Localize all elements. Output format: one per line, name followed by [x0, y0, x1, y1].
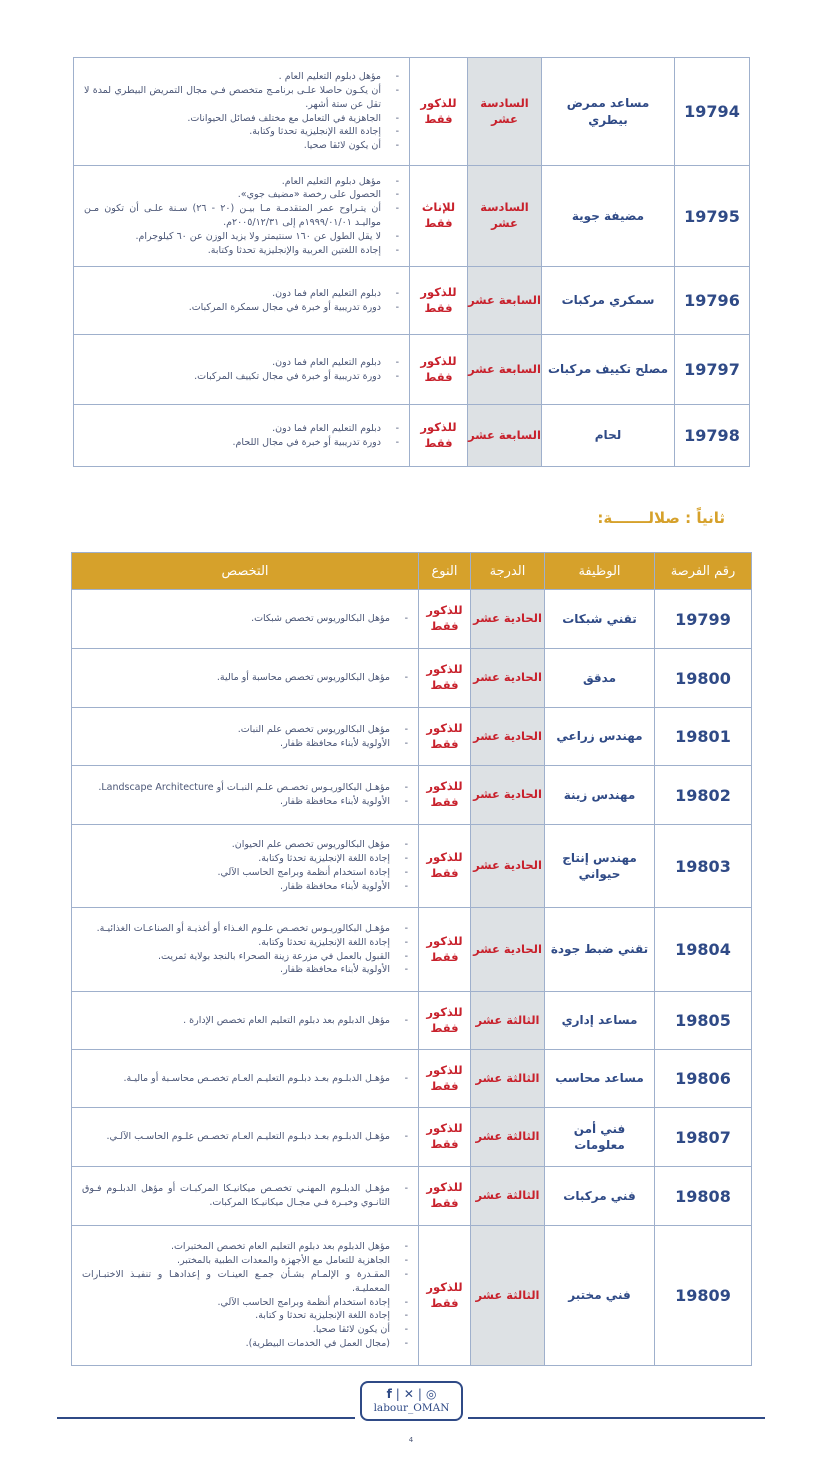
header-gender: النوع: [419, 553, 471, 590]
grade: السادسة عشر: [468, 166, 542, 267]
gender: للذكور فقط: [419, 825, 471, 908]
job-title: مهندس زينة: [545, 766, 655, 825]
requirement-item: - أن يتـراوح عمر المتقدمـة مـا بيـن (٢٠ - ٢٦) سـنة علـى أن تكون مـن مواليـد ١٩٩٩/٠١/٠١م إلى ٢٠٠٥/١٢/٣١م.: [84, 202, 401, 230]
job-title: لحام: [542, 405, 675, 467]
opportunity-number: 19805: [655, 992, 752, 1050]
table-row: [72, 825, 752, 908]
table-row: [72, 1167, 752, 1226]
specialization: [74, 267, 410, 335]
jobs-table-continued: [73, 57, 750, 467]
grade: الثالثة عشر: [471, 1167, 545, 1226]
table-row: [72, 908, 752, 992]
table-row: [72, 766, 752, 825]
header-grade: الدرجة: [471, 553, 545, 590]
salalah-jobs-table: [71, 552, 752, 1366]
requirement-item: - الحصول على رخصة «مضيف جوي».: [84, 188, 401, 202]
table-row: [74, 335, 750, 405]
job-title: مصلح تكييف مركبات: [542, 335, 675, 405]
requirement-item: - مؤهل البكالوريوس تخصص علم الحيوان.: [82, 838, 410, 852]
grade: الثالثة عشر: [471, 1108, 545, 1167]
requirement-item: - أن يكون لائقا صحيا.: [84, 139, 401, 153]
requirement-item: - الأولوية لأبناء محافظة ظفار.: [82, 737, 410, 751]
requirement-item: - الأولوية لأبناء محافظة ظفار.: [82, 795, 410, 809]
requirement-item: - دبلوم التعليم العام فما دون.: [84, 422, 401, 436]
opportunity-number: 19803: [655, 825, 752, 908]
requirement-item: - دبلوم التعليم العام فما دون.: [84, 287, 401, 301]
requirement-item: - مؤهـل الدبلـوم بعـد دبلـوم التعليـم العـام تخصـص محاسـبة أو ماليـة.: [82, 1072, 410, 1086]
grade: الثالثة عشر: [471, 992, 545, 1050]
job-title: تقني ضبط جودة: [545, 908, 655, 992]
gender: للذكور فقط: [410, 58, 468, 166]
gender: للذكور فقط: [410, 267, 468, 335]
gender: للذكور فقط: [419, 590, 471, 649]
opportunity-number: 19807: [655, 1108, 752, 1167]
gender: للذكور فقط: [410, 335, 468, 405]
social-handle[interactable]: labour_OMAN: [373, 1402, 450, 1414]
gender: للذكور فقط: [419, 1167, 471, 1226]
specialization: [74, 58, 410, 166]
requirement-item: - لا يقل الطول عن ١٦٠ سنتيمتر ولا يزيد الوزن عن ٦٠ كيلوجرام.: [84, 230, 401, 244]
requirement-item: - أن يكون لائقا صحيا.: [82, 1323, 410, 1337]
requirement-item: - القبول بالعمل في مزرعة زينة الصحراء بالنجد بولاية ثمريت.: [82, 950, 410, 964]
specialization: [74, 335, 410, 405]
requirement-item: - مؤهل الدبلوم بعد دبلوم التعليم العام تخصص الإدارة .: [82, 1014, 410, 1028]
header-job: الوظيفة: [545, 553, 655, 590]
requirement-item: - الأولوية لأبناء محافظة ظفار.: [82, 880, 410, 894]
gender: للذكور فقط: [419, 1108, 471, 1167]
requirement-item: - مؤهـل البكالوريـوس تخصـص علـوم الغـذاء أو أغذيـة أو الصناعـات الغذائيـة.: [82, 922, 410, 936]
table-row: [74, 58, 750, 166]
job-title: تقني شبكات: [545, 590, 655, 649]
job-title: مهندس إنتاج حيواني: [545, 825, 655, 908]
grade: الحادية عشر: [471, 766, 545, 825]
gender: للإناث فقط: [410, 166, 468, 267]
facebook-icon[interactable]: f: [386, 1387, 392, 1401]
grade: الحادية عشر: [471, 590, 545, 649]
table-row: [72, 649, 752, 708]
requirement-item: - دورة تدريبية أو خبرة في مجال تكييف المركبات.: [84, 370, 401, 384]
footer-line-left: [57, 1417, 355, 1419]
table-row: [72, 992, 752, 1050]
specialization: [74, 405, 410, 467]
job-title: مضيفة جوية: [542, 166, 675, 267]
specialization: [72, 590, 419, 649]
header-opportunity-number: رقم الفرصة: [655, 553, 752, 590]
job-title: مساعد محاسب: [545, 1050, 655, 1108]
gender: للذكور فقط: [419, 649, 471, 708]
opportunity-number: 19806: [655, 1050, 752, 1108]
grade: الحادية عشر: [471, 649, 545, 708]
specialization: [72, 1050, 419, 1108]
requirement-item: - الأولوية لأبناء محافظة ظفار.: [82, 963, 410, 977]
requirement-item: - المقـدرة و الإلمـام بشـأن جمـع العينـات و إعدادهـا و تنفيـذ الاختبـارات المعمليـة.: [82, 1268, 410, 1296]
table-row: [74, 267, 750, 335]
requirement-item: - الجاهزية في التعامل مع مختلف فصائل الحيوانات.: [84, 112, 401, 126]
header-specialization: التخصص: [72, 553, 419, 590]
requirement-item: - إجادة استخدام أنظمة وبرامج الحاسب الآلي.: [82, 1296, 410, 1310]
opportunity-number: 19804: [655, 908, 752, 992]
requirement-item: - مؤهـل الدبلـوم المهنـي تخصـص ميكانيـكا المركبـات أو مؤهل الدبلـوم فـوق الثانـوي وخبـرة فـي مجـال ميكانيـكا المركبات.: [82, 1182, 410, 1210]
gender: للذكور فقط: [419, 708, 471, 766]
specialization: [72, 708, 419, 766]
gender: للذكور فقط: [419, 992, 471, 1050]
opportunity-number: 19809: [655, 1226, 752, 1366]
requirement-item: - دورة تدريبية أو خبرة في مجال سمكرة المركبات.: [84, 301, 401, 315]
opportunity-number: 19799: [655, 590, 752, 649]
gender: للذكور فقط: [419, 1226, 471, 1366]
grade: السادسة عشر: [468, 58, 542, 166]
specialization: [72, 908, 419, 992]
table-row: [72, 708, 752, 766]
requirement-item: - إجادة اللغة الإنجليزية تحدثا وكتابة.: [82, 852, 410, 866]
specialization: [72, 766, 419, 825]
grade: الحادية عشر: [471, 908, 545, 992]
grade: السابعة عشر: [468, 405, 542, 467]
instagram-icon[interactable]: ◎: [425, 1387, 437, 1401]
requirement-item: - مؤهل البكالوريوس تخصص علم النبات.: [82, 723, 410, 737]
requirement-item: - دبلوم التعليم العام فما دون.: [84, 356, 401, 370]
opportunity-number: 19802: [655, 766, 752, 825]
table-row: [72, 1108, 752, 1167]
requirement-item: - إجادة اللغة الإنجليزية تحدثا و كتابة.: [82, 1309, 410, 1323]
table-row: [72, 1050, 752, 1108]
requirement-item: - مؤهـل الدبلـوم بعـد دبلـوم التعليـم العـام تخصـص علـوم الحاسـب الآلـي.: [82, 1130, 410, 1144]
specialization: [72, 1108, 419, 1167]
requirement-item: - مؤهل البكالوريوس تخصص محاسبة أو مالية.: [82, 671, 410, 685]
table-row: [72, 590, 752, 649]
page-number: 4: [408, 1436, 414, 1444]
table-row: [74, 405, 750, 467]
opportunity-number: 19808: [655, 1167, 752, 1226]
opportunity-number: 19801: [655, 708, 752, 766]
footer-line-right: [468, 1417, 765, 1419]
opportunity-number: 19795: [675, 166, 750, 267]
opportunity-number: 19797: [675, 335, 750, 405]
grade: الحادية عشر: [471, 708, 545, 766]
table-row: [72, 1226, 752, 1366]
specialization: [72, 992, 419, 1050]
requirement-item: - (مجال العمل في الخدمات البيطرية).: [82, 1337, 410, 1351]
opportunity-number: 19798: [675, 405, 750, 467]
job-title: مساعد إداري: [545, 992, 655, 1050]
section-title-salalah: ثانياً : صلالـــــــة:: [597, 509, 725, 527]
specialization: [74, 166, 410, 267]
grade: الثالثة عشر: [471, 1226, 545, 1366]
job-title: مساعد ممرض بيطري: [542, 58, 675, 166]
job-title: فني أمن معلومات: [545, 1108, 655, 1167]
gender: للذكور فقط: [419, 908, 471, 992]
requirement-item: - مؤهل دبلوم التعليم العام .: [84, 70, 401, 84]
x-icon[interactable]: ✕: [403, 1387, 414, 1401]
social-icons: f | ✕ | ◎: [386, 1387, 437, 1401]
requirement-item: - إجادة اللغتين العربية والإنجليزية تحدثا وكتابة.: [84, 244, 401, 258]
job-title: مهندس زراعي: [545, 708, 655, 766]
grade: الثالثة عشر: [471, 1050, 545, 1108]
specialization: [72, 649, 419, 708]
gender: للذكور فقط: [410, 405, 468, 467]
requirement-item: - دورة تدريبية أو خبرة في مجال اللحام.: [84, 436, 401, 450]
requirement-item: - إجادة اللغة الإنجليزية تحدثا وكتابة.: [84, 125, 401, 139]
specialization: [72, 1226, 419, 1366]
specialization: [72, 825, 419, 908]
opportunity-number: 19800: [655, 649, 752, 708]
requirement-item: - مؤهـل البكالوريـوس تخصـص علـم النبـات أو Landscape Architecture.: [82, 781, 410, 795]
gender: للذكور فقط: [419, 766, 471, 825]
requirement-item: - مؤهل دبلوم التعليم العام.: [84, 175, 401, 189]
job-title: فني مركبات: [545, 1167, 655, 1226]
grade: السابعة عشر: [468, 335, 542, 405]
requirement-item: - مؤهل الدبلوم بعد دبلوم التعليم العام تخصص المختبرات.: [82, 1240, 410, 1254]
grade: الحادية عشر: [471, 825, 545, 908]
job-title: سمكري مركبات: [542, 267, 675, 335]
opportunity-number: 19794: [675, 58, 750, 166]
table-header-row: [72, 553, 752, 590]
requirement-item: - إجادة اللغة الإنجليزية تحدثا وكتابة.: [82, 936, 410, 950]
grade: السابعة عشر: [468, 267, 542, 335]
job-title: مدقق: [545, 649, 655, 708]
requirement-item: - الجاهزية للتعامل مع الأجهزة والمعدات الطبية بالمختبر.: [82, 1254, 410, 1268]
table-row: [74, 166, 750, 267]
opportunity-number: 19796: [675, 267, 750, 335]
social-media-box: [360, 1381, 463, 1421]
requirement-item: - إجادة استخدام أنظمة وبرامج الحاسب الآلي.: [82, 866, 410, 880]
gender: للذكور فقط: [419, 1050, 471, 1108]
requirement-item: - أن يكـون حاصلا علـى برنامـج متخصص فـي مجال التمريض البيطري لمدة لا تقل عن ستة أشهر.: [84, 84, 401, 112]
job-title: فني مختبر: [545, 1226, 655, 1366]
specialization: [72, 1167, 419, 1226]
requirement-item: - مؤهل البكالوريوس تخصص شبكات.: [82, 612, 410, 626]
